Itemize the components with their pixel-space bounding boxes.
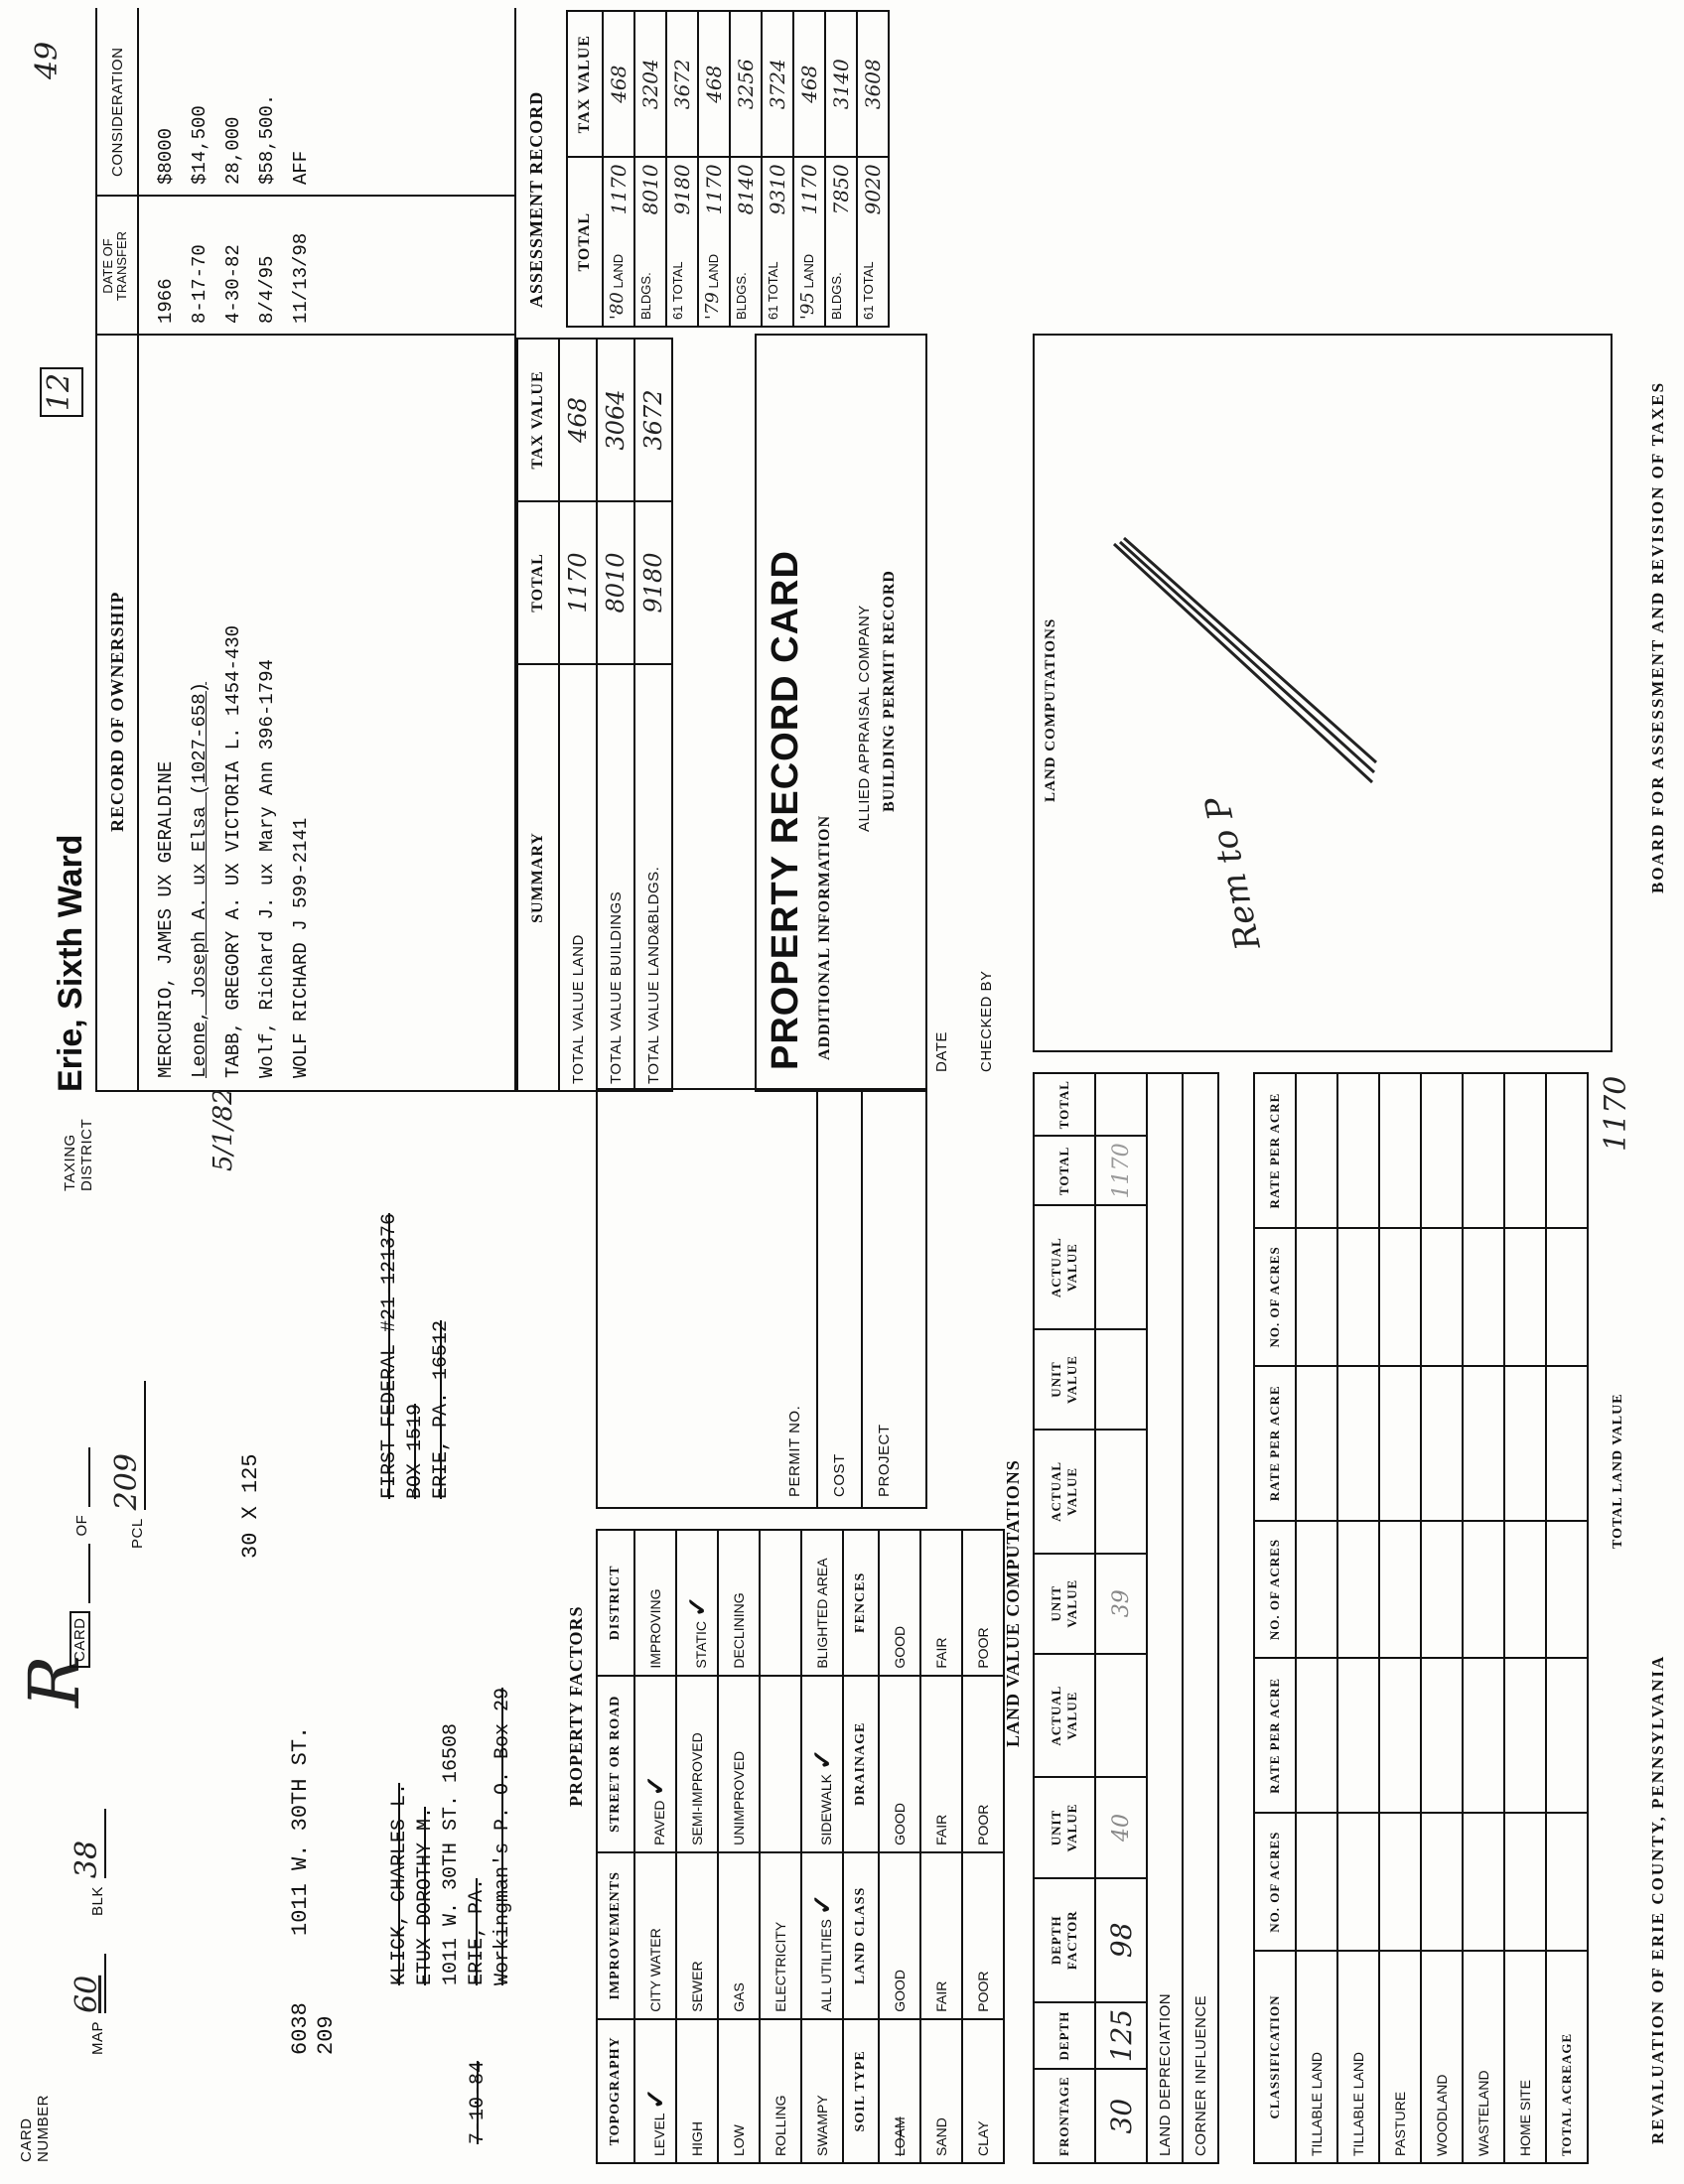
land-col-header: UNIT VALUE	[1034, 1777, 1095, 1877]
divider	[97, 334, 514, 336]
factor-cell	[920, 1852, 962, 2019]
consideration-value: $58,500.	[256, 93, 278, 185]
corner-influence: CORNER INFLUENCE	[1183, 1073, 1218, 2163]
assessment-bldgs-label: BLDGS.	[734, 272, 749, 320]
land-cell: 30	[1095, 2069, 1147, 2163]
check-mark: ✓	[806, 1748, 837, 1771]
consideration-value: $14,500	[189, 105, 210, 185]
factor-label: LOW	[731, 2124, 747, 2156]
assessment-row	[730, 157, 762, 327]
land-cell: 1170	[1095, 1136, 1147, 1205]
land-col-header: ACTUAL VALUE	[1034, 1654, 1095, 1778]
assessment-row	[634, 157, 666, 327]
handwritten-mark-text: R	[14, 1655, 95, 1707]
land-value-table	[1033, 1072, 1219, 2164]
assessment-row	[698, 157, 730, 327]
factor-col-header: IMPROVEMENTS	[597, 1852, 634, 2019]
classification: PASTURE	[1379, 1951, 1421, 2163]
land-cell	[1095, 1073, 1147, 1136]
factor-label: UNIMPROVED	[731, 1750, 747, 1845]
owner-line: KLICK, CHARLES L.	[388, 1782, 411, 1985]
assessment-value: 1170	[607, 164, 631, 215]
factor-cell	[718, 1676, 760, 1852]
factor-label: SIDEWALK	[817, 1774, 834, 1845]
factor-cell	[801, 2019, 843, 2163]
owner-line: ETUX DOROTHY M.	[414, 1806, 437, 1985]
factor-col-header: TOPOGRAPHY	[597, 2019, 634, 2163]
land-cell	[1095, 1329, 1147, 1430]
mortgage-line: BOX 1519	[404, 1403, 427, 1499]
assessment-tax-value: 468	[793, 11, 825, 157]
factor-label: CITY WATER	[647, 1928, 663, 2012]
assessment-land-label: LAND	[611, 253, 626, 289]
acre-col-header: RATE PER ACRE	[1254, 1658, 1296, 1813]
owner-block	[387, 1688, 516, 1985]
factor-label: ALL UTILITIES	[817, 1919, 834, 2012]
land-computations-panel	[1033, 334, 1613, 1052]
check-mark: ✓	[806, 1893, 837, 1916]
owner-entry: WOLF RICHARD J 599-2141	[290, 817, 312, 1078]
factor-label: DECLINING	[731, 1592, 747, 1669]
classification: TILLABLE LAND	[1337, 1951, 1379, 2163]
parcel-dimensions: 30 X 125	[238, 1453, 263, 1559]
factor-label: POOR	[975, 1804, 991, 1845]
ownership-owners	[149, 625, 318, 1078]
record-card-title: PROPERTY RECORD CARD	[765, 550, 806, 1070]
factor-cell	[879, 1676, 920, 1852]
land-value-heading: LAND VALUE COMPUTATIONS	[1003, 1459, 1023, 1747]
ownership-heading: RECORD OF OWNERSHIP	[107, 591, 127, 832]
factor-label: GAS	[731, 1982, 747, 2012]
owner-line: Workingman's P. O. Box 29	[491, 1687, 514, 1985]
card-of-row	[70, 1447, 90, 1668]
acreage-table	[1253, 1072, 1589, 2164]
summary-total: 9180	[634, 501, 672, 664]
assessment-value: 8010	[638, 164, 662, 215]
summary-label: TOTAL VALUE LAND&BLDGS.	[634, 664, 672, 1091]
divider	[816, 1090, 818, 1507]
assessment-row	[603, 157, 634, 327]
assessment-tax-header: TAX VALUE	[567, 11, 603, 157]
assessment-bldgs-label: BLDGS.	[638, 272, 653, 320]
factors-heading: PROPERTY FACTORS	[566, 1605, 586, 1807]
transfer-date: 8/4/95	[256, 255, 278, 324]
factor-cell	[962, 1852, 1004, 2019]
land-col-header: ACTUAL VALUE	[1034, 1430, 1095, 1554]
ownership-dates	[149, 233, 318, 324]
pcl-row	[109, 1381, 146, 1549]
check-mark: ✓	[639, 1774, 670, 1797]
factor-cell	[718, 1852, 760, 2019]
permit-section	[596, 1088, 927, 1509]
ownership-side-note: 5/1/82	[209, 1088, 238, 1171]
factor-label: LOAM	[892, 2116, 908, 2156]
factor-label: POOR	[975, 1627, 991, 1669]
transfer-date: 11/13/98	[290, 232, 312, 324]
factor-sub-header: FENCES	[843, 1530, 879, 1676]
assessment-value: 1170	[702, 164, 726, 215]
owner-entry: Wolf, Richard J. ux Mary Ann 396-1794	[256, 659, 278, 1078]
card-box	[40, 367, 83, 417]
total-land-value: 1170	[1599, 1075, 1633, 1152]
factor-cell	[634, 1530, 676, 1676]
classification: WASTELAND	[1463, 1951, 1504, 2163]
parcel-address: 1011 W. 30TH ST.	[288, 1725, 313, 1936]
card-blank	[88, 1544, 90, 1603]
acre-col-header: RATE PER ACRE	[1254, 1073, 1296, 1228]
factor-cell	[801, 1676, 843, 1852]
assessment-total-header: TOTAL	[567, 157, 603, 327]
factor-label: SEMI-IMPROVED	[689, 1732, 705, 1845]
summary-tax: 3064	[597, 339, 634, 501]
land-col-header: TOTAL	[1034, 1136, 1095, 1205]
factor-label: FAIR	[933, 1814, 949, 1845]
parcel-id-line-1: 6038	[288, 2002, 313, 2055]
parcel-ids	[288, 2002, 340, 2055]
parcel-id-line-2: 209	[314, 2015, 339, 2055]
assessment-row	[857, 157, 889, 327]
assessment-year: '80	[607, 292, 628, 320]
owner-entry: TABB, GREGORY A. UX VICTORIA L. 1454-430	[222, 624, 244, 1078]
factor-col-header: STREET OR ROAD	[597, 1676, 634, 1852]
factor-cell	[879, 1852, 920, 2019]
land-col-header: ACTUAL VALUE	[1034, 1205, 1095, 1329]
acre-col-header: NO. OF ACRES	[1254, 1228, 1296, 1366]
classification: WOODLAND	[1421, 1951, 1463, 2163]
factor-label: HIGH	[689, 2121, 705, 2156]
summary-tax: 3672	[634, 339, 672, 501]
factor-cell	[879, 1530, 920, 1676]
assessment-tax-value: 3672	[666, 11, 698, 157]
factor-sub-header: SOIL TYPE	[843, 2019, 879, 2163]
factor-cell	[718, 1530, 760, 1676]
page-number: 49	[30, 41, 65, 79]
divider	[97, 195, 514, 197]
summary-label: TOTAL VALUE LAND	[559, 664, 597, 1091]
company-name: ALLIED APPRAISAL COMPANY	[856, 605, 873, 832]
permit-no-label: PERMIT NO.	[786, 1405, 803, 1497]
land-col-header: TOTAL	[1034, 1073, 1095, 1136]
scribble-note: Rem to P	[1197, 792, 1269, 954]
assessment-year: '79	[702, 292, 723, 320]
parcel-id-row	[70, 1809, 106, 2055]
factor-cell	[634, 1676, 676, 1852]
project-label: PROJECT	[876, 1424, 893, 1497]
card-label: CARD	[70, 1611, 90, 1668]
factor-label: ELECTRICITY	[772, 1921, 788, 2012]
land-col-header: FRONTAGE	[1034, 2069, 1095, 2163]
factor-cell	[920, 1530, 962, 1676]
acre-col-header: RATE PER ACRE	[1254, 1366, 1296, 1521]
factor-cell	[718, 2019, 760, 2163]
land-cell: 98	[1095, 1878, 1147, 2002]
card-box-value: 12	[42, 372, 76, 412]
struck-date: 7-10-84	[467, 2060, 490, 2144]
pen-stroke	[1114, 538, 1376, 782]
land-cell	[1095, 1430, 1147, 1554]
cost-label: COST	[831, 1453, 848, 1497]
assessment-row	[666, 157, 698, 327]
blk-label: BLK	[89, 1886, 106, 1916]
land-col-header: UNIT VALUE	[1034, 1554, 1095, 1654]
transfer-date: 4-30-82	[222, 244, 244, 324]
assessment-value: 9020	[861, 164, 885, 215]
assessment-tax-value: 468	[698, 11, 730, 157]
assessment-row	[825, 157, 857, 327]
assessment-land-label: LAND	[706, 253, 721, 289]
land-computations-heading: LAND COMPUTATIONS	[1043, 617, 1058, 802]
factor-cell	[676, 1530, 718, 1676]
additional-info: ADDITIONAL INFORMATION	[816, 814, 833, 1060]
owner-entry: MERCURIO, JAMES UX GERALDINE	[155, 760, 177, 1078]
factor-cell	[879, 2019, 920, 2163]
assessment-tax-value: 3140	[825, 11, 857, 157]
classification: TOTAL ACREAGE	[1546, 1951, 1588, 2163]
assessment-year: '95	[797, 292, 818, 320]
land-col-header: DEPTH FACTOR	[1034, 1878, 1095, 2002]
land-col-header: DEPTH	[1034, 2002, 1095, 2069]
factor-cell	[634, 2019, 676, 2163]
permit-heading: BUILDING PERMIT RECORD	[881, 570, 898, 812]
record-card-panel	[755, 334, 927, 1092]
factor-sub-header: DRAINAGE	[843, 1676, 879, 1852]
factor-cell	[760, 1852, 801, 2019]
transfer-date: 8-17-70	[189, 244, 210, 324]
assessment-tax-value: 468	[603, 11, 634, 157]
assessment-land-label: LAND	[801, 253, 816, 289]
summary-label: TOTAL VALUE BUILDINGS	[597, 664, 634, 1091]
assessment-value: 9180	[670, 164, 694, 215]
owner-entry: Leone, Joseph A. ux Elsa (1027-658)	[189, 681, 210, 1078]
divider	[137, 8, 139, 1090]
land-cell	[1095, 1654, 1147, 1778]
factor-label: FAIR	[933, 1637, 949, 1669]
factor-label: SEWER	[689, 1961, 705, 2012]
blk-value: 38	[70, 1809, 106, 1878]
factor-label: GOOD	[892, 1803, 908, 1845]
assessment-value: 9310	[766, 164, 789, 215]
consideration-value: AFF	[290, 150, 312, 185]
factor-cell	[760, 1676, 801, 1852]
classification: TILLABLE LAND	[1296, 1951, 1337, 2163]
assessment-total-label: TOTAL	[766, 261, 780, 303]
assessment-heading: ASSESSMENT RECORD	[526, 90, 546, 308]
summary-tax-header: TAX VALUE	[517, 339, 559, 501]
summary-tax: 468	[559, 339, 597, 501]
acre-col-header: NO. OF ACRES	[1254, 1813, 1296, 1951]
consideration-value: $8000	[155, 127, 177, 185]
total-land-value-label: TOTAL LAND VALUE	[1611, 1393, 1625, 1549]
factor-label: POOR	[975, 1971, 991, 2012]
factor-label: CLAY	[975, 2120, 991, 2156]
assessment-bldgs-label: BLDGS.	[829, 272, 844, 320]
assessment-prefix: 61	[766, 305, 780, 320]
pcl-label: PCL	[129, 1518, 146, 1549]
land-cell	[1095, 1205, 1147, 1329]
factor-cell	[676, 1676, 718, 1852]
ownership-section	[95, 8, 516, 1092]
factor-label: BLIGHTED AREA	[814, 1558, 830, 1669]
assessment-tax-value: 3204	[634, 11, 666, 157]
classification: HOME SITE	[1504, 1951, 1546, 2163]
factor-cell	[962, 1676, 1004, 1852]
pen-strokes	[1094, 504, 1392, 802]
card-number-label: CARD NUMBER	[18, 2094, 52, 2162]
factor-cell	[634, 1852, 676, 2019]
summary-heading: SUMMARY	[517, 664, 559, 1091]
map-label: MAP	[89, 2020, 106, 2055]
footer-right: BOARD FOR ASSESSMENT AND REVISION OF TAXES	[1648, 380, 1667, 893]
divider	[861, 1090, 863, 1507]
factor-sub-header: LAND CLASS	[843, 1852, 879, 2019]
check-mark: ✓	[681, 1595, 712, 1618]
taxing-district-label: TAXING DISTRICT	[62, 1118, 95, 1191]
of-blank	[88, 1447, 90, 1507]
assessment-total-label: TOTAL	[670, 261, 685, 303]
factors-table	[596, 1529, 1005, 2164]
summary-total-header: TOTAL	[517, 501, 559, 664]
land-cell: 39	[1095, 1554, 1147, 1654]
transfer-date: 1966	[155, 278, 177, 324]
factor-label: IMPROVING	[647, 1588, 663, 1669]
ownership-consideration	[149, 94, 318, 185]
owner-line: ERIE, PA.	[466, 1877, 489, 1985]
mortgage-block	[377, 1213, 455, 1499]
mortgage-line: FIRST FEDERAL #21-121376	[378, 1212, 401, 1499]
acre-col-header: NO. OF ACRES	[1254, 1521, 1296, 1659]
pcl-value: 209	[109, 1381, 146, 1510]
assessment-prefix: 61	[670, 305, 685, 320]
summary-total: 8010	[597, 501, 634, 664]
map-value: 60	[70, 1954, 106, 2013]
assessment-row	[793, 157, 825, 327]
assessment-value: 8140	[734, 164, 758, 215]
factor-cell	[801, 1530, 843, 1676]
factor-col-header: DISTRICT	[597, 1530, 634, 1676]
factor-cell	[760, 2019, 801, 2163]
factor-cell	[962, 1530, 1004, 1676]
factor-cell	[760, 1530, 801, 1676]
assessment-total-label: TOTAL	[861, 261, 876, 303]
assessment-prefix: 61	[861, 305, 876, 320]
of-label: OF	[73, 1514, 90, 1537]
checked-by-label: CHECKED BY	[978, 970, 995, 1072]
factor-cell	[676, 1852, 718, 2019]
assessment-value: 7850	[829, 164, 853, 215]
date-label: DATE	[933, 1031, 950, 1072]
land-cell: 40	[1095, 1777, 1147, 1877]
taxing-district-value: Erie, Sixth Ward	[52, 834, 89, 1092]
owner-line: 1011 W. 30TH ST. 16508	[440, 1722, 463, 1985]
factor-cell	[920, 1676, 962, 1852]
factor-label: GOOD	[892, 1969, 908, 2012]
date-header: DATE OF TRANSFER	[100, 230, 129, 302]
land-col-header: UNIT VALUE	[1034, 1329, 1095, 1430]
factor-cell	[920, 2019, 962, 2163]
acre-col-header: CLASSIFICATION	[1254, 1951, 1296, 2163]
assessment-tax-value: 3256	[730, 11, 762, 157]
summary-total: 1170	[559, 501, 597, 664]
footer-left: REVALUATION OF ERIE COUNTY, PENNSYLVANIA	[1648, 1654, 1667, 2144]
factor-cell	[801, 1852, 843, 2019]
factor-label: SWAMPY	[814, 2095, 830, 2156]
assessment-tax-value: 3608	[857, 11, 889, 157]
mortgage-line: ERIE, PA. 16512	[430, 1319, 453, 1499]
land-depreciation: LAND DEPRECIATION	[1147, 1073, 1183, 2163]
factor-cell	[962, 2019, 1004, 2163]
land-cell: 125	[1095, 2002, 1147, 2069]
consideration-value: 28,000	[222, 116, 244, 185]
factor-label: LEVEL	[650, 2113, 667, 2156]
assessment-tax-value: 3724	[762, 11, 793, 157]
factor-label: GOOD	[892, 1625, 908, 1669]
factor-label: SAND	[933, 2117, 949, 2156]
summary-table	[516, 338, 673, 1092]
factor-label: PAVED	[650, 1800, 667, 1845]
assessment-row	[762, 157, 793, 327]
assessment-value: 1170	[797, 164, 821, 215]
factor-label: STATIC	[692, 1620, 709, 1669]
factor-cell	[676, 2019, 718, 2163]
factor-label: ROLLING	[772, 2095, 788, 2156]
check-mark: ✓	[639, 2088, 670, 2111]
assessment-table	[566, 10, 890, 328]
factor-label: FAIR	[933, 1980, 949, 2012]
consideration-header: CONSIDERATION	[109, 47, 126, 177]
